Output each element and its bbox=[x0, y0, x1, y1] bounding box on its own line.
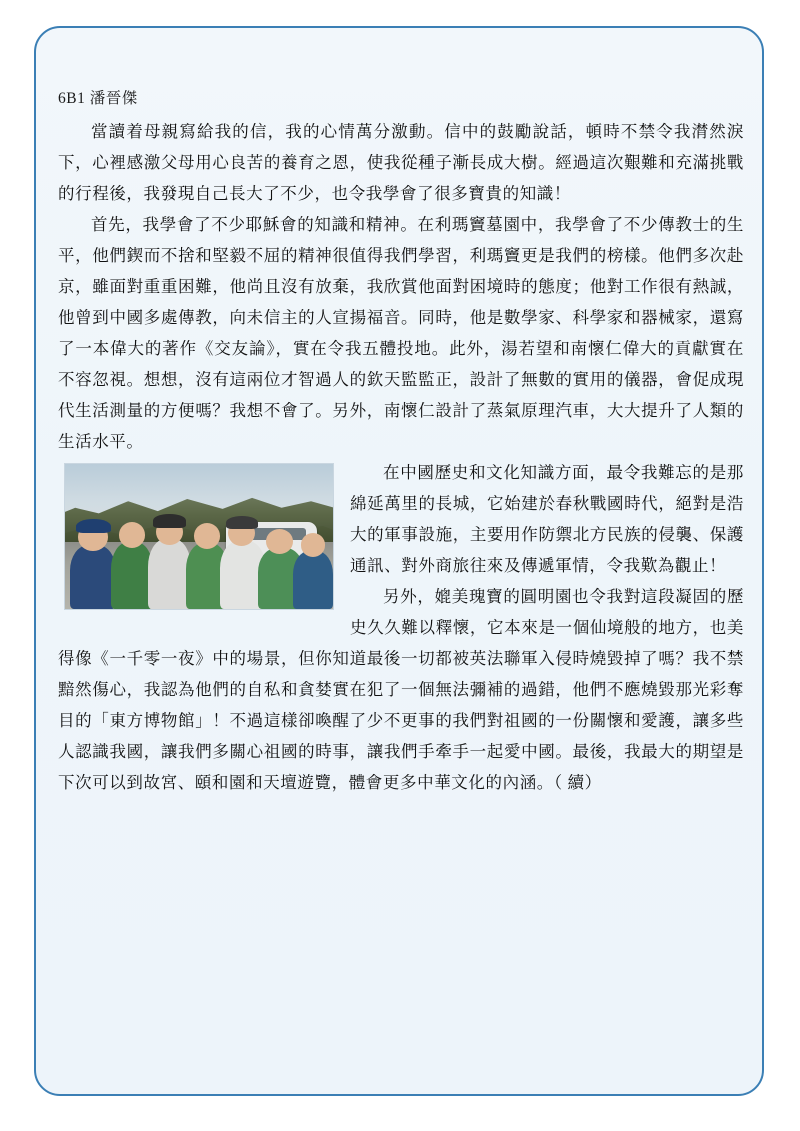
photo-and-paragraph-block bbox=[58, 457, 744, 798]
photo-student-head bbox=[266, 529, 293, 554]
paragraph-4: 另外，媲美瑰寶的圓明園也令我對這段凝固的歷史久久難以釋懷，它本來是一個仙境般的地方，也美得像《一千零一夜》中的場景，但你知道最後一切都被英法聯軍入侵時燒毀掉了嗎？我不禁黯然傷心，我認為他們的自私和貪婪實在犯了一個無法彌補的過錯，他們不應燒毀那光彩奪目的「東方博物館」！不過這樣卻喚醒了少不更事的我們對祖國的一份關懷和愛護，讓多些人認識我國，讓我們多關心祖國的時事，讓我們手牽手一起愛中國。最後，我最大的期望是下次可以到故宮、頤和園和天壇遊覽，體會更多中華文化的內涵。（ 續） bbox=[58, 586, 744, 792]
photo-student-cap bbox=[226, 516, 258, 529]
photo-student bbox=[111, 542, 154, 609]
photo-student-cap bbox=[153, 514, 185, 527]
photo-student-head bbox=[119, 522, 146, 548]
photo-student-cap bbox=[76, 519, 111, 534]
photo-student bbox=[148, 539, 191, 609]
photo-student bbox=[293, 551, 333, 609]
document-body bbox=[58, 88, 744, 888]
paragraph-3: 在中國歷史和文化知識方面，最令我難忘的是那綿延萬里的長城，它始建於春秋戰國時代，絕對是浩大的軍事設施，主要用作防禦北方民族的侵襲、保護通訊、對外商旅往來及傳遞軍情，令我歎為觀止！ bbox=[350, 462, 744, 575]
great-wall-group-photo bbox=[64, 463, 334, 610]
paragraph-2: 首先，我學會了不少耶穌會的知識和精神。在利瑪竇墓園中，我學會了不少傳教士的生平，他們鍥而不捨和堅毅不屈的精神很值得我們學習，利瑪竇更是我們的榜樣。他們多次赴京，雖面對重重困難，他尚且沒有放棄，我欣賞他面對困境時的態度；他對工作很有熱誠，他曾到中國多處傳教，向未信主的人宣揚福音。同時，他是數學家、科學家和器械家，還寫了一本偉大的著作《交友論》，實在令我五體投地。此外，湯若望和南懷仁偉大的貢獻實在不容忽視。想想，沒有這兩位才智過人的欽天監監正，設計了無數的實用的儀器，會促成現代生活測量的方便嗎？我想不會了。另外，南懷仁設計了蒸氣原理汽車，大大提升了人類的生活水平。 bbox=[58, 214, 744, 451]
paragraph-1: 當讀着母親寫給我的信，我的心情萬分激動。信中的鼓勵說話，頓時不禁令我潸然淚下，心裡感激父母用心良苦的養育之恩，使我從種子漸長成大樹。經過這次艱難和充滿挑戰的行程後，我發現自己長大了不少，也令我學會了很多寶貴的知識！ bbox=[58, 121, 744, 203]
photo-student bbox=[70, 545, 116, 609]
author-line: 6B1 潘晉傑 bbox=[58, 90, 138, 107]
photo-student-head bbox=[301, 533, 325, 556]
